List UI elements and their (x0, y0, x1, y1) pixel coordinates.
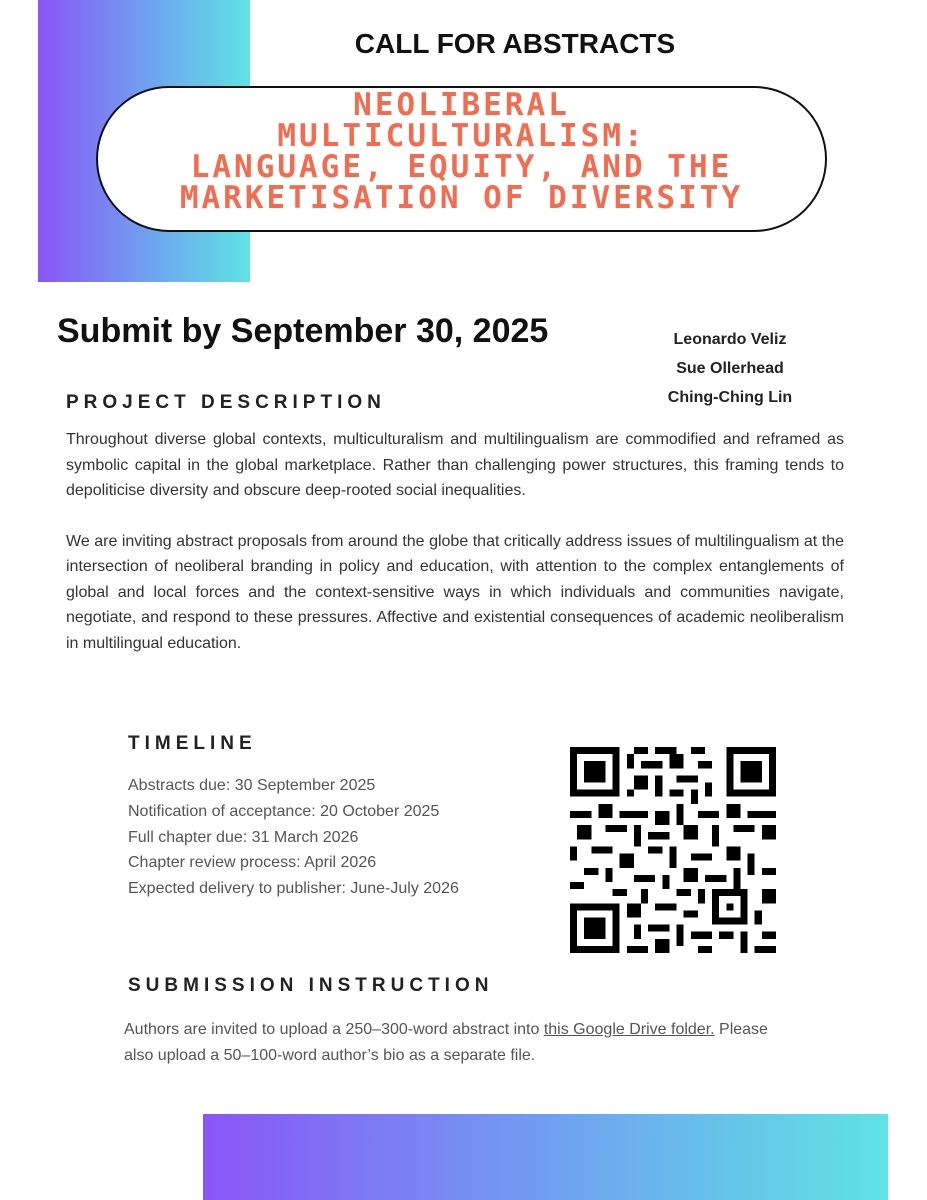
submission-text-after: Please also upload a 50–100-word author’s bio as a separate file. (124, 1021, 768, 1064)
title-line-3: LANGUAGE, EQUITY, AND THE (190, 149, 733, 185)
qr-code[interactable] (570, 747, 776, 953)
description-paragraph: We are inviting abstract proposals from around the globe that critically address issues of multilingualism at the intersection of neoliberal branding in policy and education, with attention to the complex entanglements of global and local forces and the context-sensitive ways in which individuals and communities navigate, negotiate, and respond to these pressures. Affective and existential consequences of academic neoliberalism in multilingual education. (66, 532, 844, 652)
submission-deadline: Submit by September 30, 2025 (57, 312, 549, 350)
title-line-4: MARKETISATION OF DIVERSITY (179, 180, 744, 216)
timeline-heading: TIMELINE (128, 733, 257, 754)
page-title (96, 87, 827, 216)
google-drive-folder-link[interactable]: this Google Drive folder. (543, 1021, 715, 1038)
timeline-item: Notification of acceptance: 20 October 2025 (128, 802, 440, 820)
timeline-item: Abstracts due: 30 September 2025 (128, 777, 376, 794)
timeline-item: Full chapter due: 31 March 2026 (128, 828, 359, 846)
project-description (66, 427, 844, 681)
title-line-1: NEOLIBERAL (353, 87, 570, 123)
submission-text-before: Authors are invited to upload a 250–300-word abstract into (124, 1021, 544, 1038)
timeline-list (128, 773, 468, 902)
editor-name: Leonardo Veliz (673, 331, 787, 348)
editors-list (640, 325, 820, 412)
submission-instruction-heading: SUBMISSION INSTRUCTION (128, 975, 494, 996)
timeline-item: Chapter review process: April 2026 (128, 854, 377, 872)
call-for-abstracts-label: CALL FOR ABSTRACTS (354, 28, 676, 59)
title-line-2: MULTICULTURALISM: (277, 118, 646, 154)
submission-instruction-text (124, 1017, 794, 1068)
description-paragraph: Throughout diverse global contexts, multiculturalism and multilingualism are commodified and reframed as symbolic capital in the global marketplace. Rather than challenging power structures, this framing tends to depoliticise diversity and obscure deep-rooted social inequalities. (66, 431, 844, 499)
editor-name: Ching-Ching Lin (667, 389, 793, 406)
gradient-block-bottom (203, 1114, 888, 1200)
timeline-item: Expected delivery to publisher: June-July 2026 (128, 880, 459, 898)
editor-name: Sue Ollerhead (676, 360, 784, 377)
project-description-heading: PROJECT DESCRIPTION (66, 392, 386, 413)
